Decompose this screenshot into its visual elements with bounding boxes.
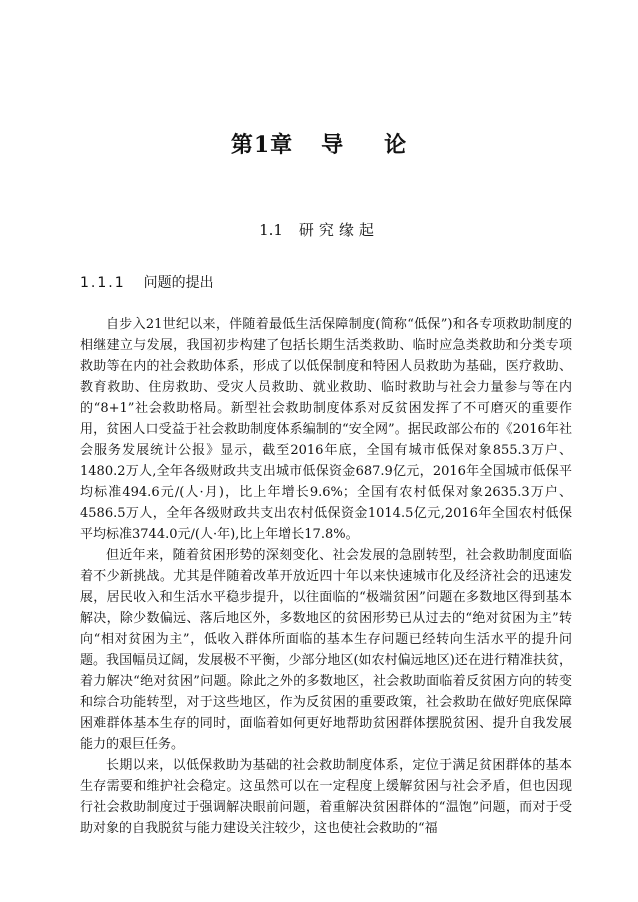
section-title: 研究缘起 bbox=[298, 221, 379, 239]
chapter-title bbox=[0, 128, 638, 159]
chapter-title-first-char: 导 bbox=[321, 132, 345, 158]
section-number: 1.1 bbox=[259, 221, 283, 239]
paragraph: 但近年来，随着贫困形势的深刻变化、社会发展的急剧转型，社会救助制度面临着不少新挑战。尤其是伴随着改革开放近四十年以来快速城市化及经济社会的迅速发展，居民收入和生活水平稳步提升，以往面临的“极端贫困”问题在多数地区得到基本解决，除少数偏远、落后地区外，多数地区的贫困形势已从过去的“绝对贫困为主”转向“相对贫困为主”，低收入群体所面临的基本生存问题已经转向生活水平的提升问题。我国幅员辽阔，发展极不平衡，少部分地区(如农村偏远地区)还在进行精准扶贫，着力解决“绝对贫困”问题。除此之外的多数地区，社会救助面临着反贫困方向的转变和综合功能转型，对于这些地区，作为反贫困的重要政策，社会救助在做好兜底保障困难群体基本生存的同时，面临着如何更好地帮助贫困群体摆脱贫困、提升自我发展能力的艰巨任务。 bbox=[80, 548, 572, 752]
subsection-title: 问题的提出 bbox=[143, 275, 214, 291]
paragraph: 长期以来，以低保救助为基础的社会救助制度体系，定位于满足贫困群体的基本生存需要和维护社会稳定。这虽然可以在一定程度上缓解贫困与社会矛盾，但也因现行社会救助制度过于强调解决眼前问题，着重解决贫困群体的“温饱”问题，而对于受助对象的自我脱贫与能力建设关注较少，这也使社会救助的“福 bbox=[80, 758, 572, 836]
subsection-number: 1.1.1 bbox=[80, 275, 126, 291]
section-heading bbox=[0, 219, 638, 240]
subsection-heading bbox=[80, 272, 214, 292]
chapter-title-second-char: 论 bbox=[384, 132, 408, 158]
paragraph: 自步入21世纪以来，伴随着最低生活保障制度(简称“低保”)和各专项救助制度的相继建立与发展，我国初步构建了包括长期生活类救助、临时应急类救助和分类专项救助等在内的社会救助体系，形成了以低保制度和特困人员救助为基础，医疗救助、教育救助、住房救助、受灾人员救助、就业救助、临时救助与社会力量参与等在内的“8+1”社会救助格局。新型社会救助制度体系对反贫困发挥了不可磨灭的重要作用，贫困人口受益于社会救助制度体系编制的“安全网”。据民政部公布的《2016年社会服务发展统计公报》显示，截至2016年底，全国有城市低保对象855.3万户、1480.2万人,全年各级财政共支出城市低保资金687.9亿元，2016年全国城市低保平均标准494.6元/(人·月)，比上年增长9.6%；全国有农村低保对象2635.3万户、4586.5万人，全年各级财政共支出农村低保资金1014.5亿元,2016年全国农村低保平均标准3744.0元/(人·年),比上年增长17.8%。 bbox=[80, 317, 572, 542]
body-text bbox=[80, 314, 572, 839]
chapter-label: 第1章 bbox=[230, 132, 294, 158]
